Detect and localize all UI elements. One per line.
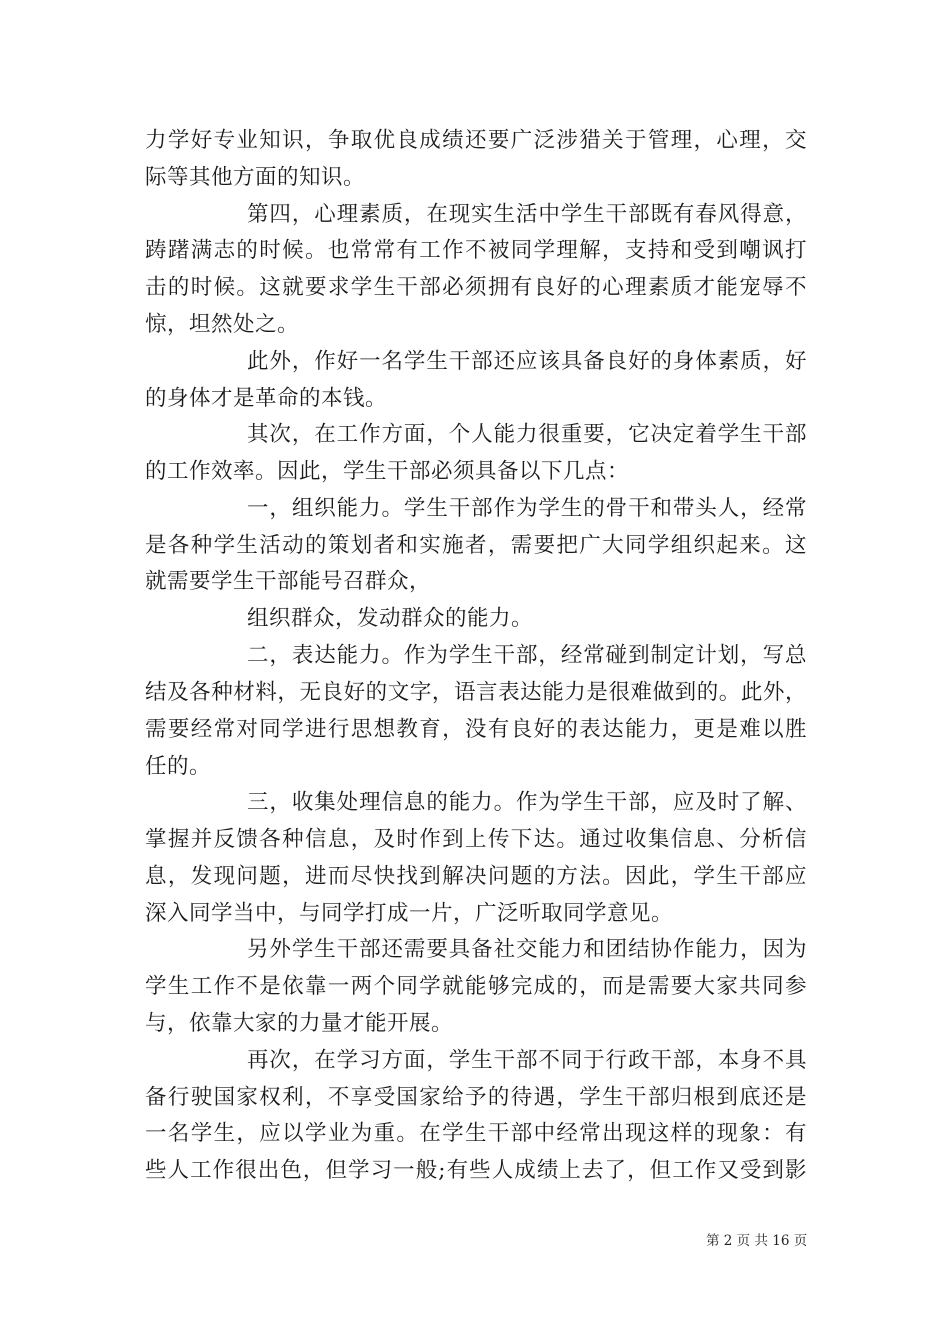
text-line: 任的。 bbox=[145, 754, 212, 779]
text-line: 力学好专业知识，争取优良成绩还要广泛涉猎关于管理，心理，交 bbox=[145, 128, 807, 153]
text-line: 息，发现问题，进而尽快找到解决问题的方法。因此，学生干部应 bbox=[145, 864, 807, 889]
text-line: 其次，在工作方面，个人能力很重要，它决定着学生干部 bbox=[247, 422, 807, 447]
text-line: 组织群众，发动群众的能力。 bbox=[247, 606, 534, 631]
text-line: 二，表达能力。作为学生干部，经常碰到制定计划，写总 bbox=[247, 643, 807, 668]
text-line: 结及各种材料，无良好的文字，语言表达能力是很难做到的。此外， bbox=[145, 680, 807, 705]
text-line: 备行驶国家权利，不享受国家给予的待遇，学生干部归根到底还是 bbox=[145, 1085, 807, 1110]
text-line: 一，组织能力。学生干部作为学生的骨干和带头人，经常 bbox=[247, 496, 807, 521]
text-line: 需要经常对同学进行思想教育，没有良好的表达能力，更是难以胜 bbox=[145, 717, 807, 742]
text-line: 踌躇满志的时候。也常常有工作不被同学理解，支持和受到嘲讽打 bbox=[145, 238, 807, 263]
text-line: 此外，作好一名学生干部还应该具备良好的身体素质，好 bbox=[247, 349, 807, 374]
text-line: 就需要学生干部能号召群众， bbox=[145, 569, 432, 594]
text-line: 的工作效率。因此，学生干部必须具备以下几点： bbox=[145, 459, 630, 484]
text-line: 惊，坦然处之。 bbox=[145, 312, 300, 337]
text-line: 学生工作不是依靠一两个同学就能够完成的，而是需要大家共同参 bbox=[145, 974, 807, 999]
text-line: 三，收集处理信息的能力。作为学生干部，应及时了解、 bbox=[247, 790, 807, 815]
page-number-footer: 第 2 页 共 16 页 bbox=[706, 1233, 808, 1249]
text-line: 掌握并反馈各种信息，及时作到上传下达。通过收集信息、分析信 bbox=[145, 827, 807, 852]
text-line: 一名学生，应以学业为重。在学生干部中经常出现这样的现象：有 bbox=[145, 1121, 807, 1146]
text-line: 第四，心理素质，在现实生活中学生干部既有春风得意， bbox=[247, 202, 807, 227]
text-line: 另外学生干部还需要具备社交能力和团结协作能力，因为 bbox=[247, 937, 807, 962]
text-line: 深入同学当中，与同学打成一片，广泛听取同学意见。 bbox=[145, 901, 674, 926]
text-line: 际等其他方面的知识。 bbox=[145, 165, 366, 190]
text-line: 与，依靠大家的力量才能开展。 bbox=[145, 1011, 454, 1036]
text-line: 些人工作很出色，但学习一般;有些人成绩上去了，但工作又受到影 bbox=[145, 1158, 807, 1183]
text-line: 的身体才是革命的本钱。 bbox=[145, 386, 388, 411]
text-line: 再次，在学习方面，学生干部不同于行政干部，本身不具 bbox=[247, 1048, 807, 1073]
text-line: 是各种学生活动的策划者和实施者，需要把广大同学组织起来。这 bbox=[145, 533, 807, 558]
text-line: 击的时候。这就要求学生干部必须拥有良好的心理素质才能宠辱不 bbox=[145, 275, 807, 300]
